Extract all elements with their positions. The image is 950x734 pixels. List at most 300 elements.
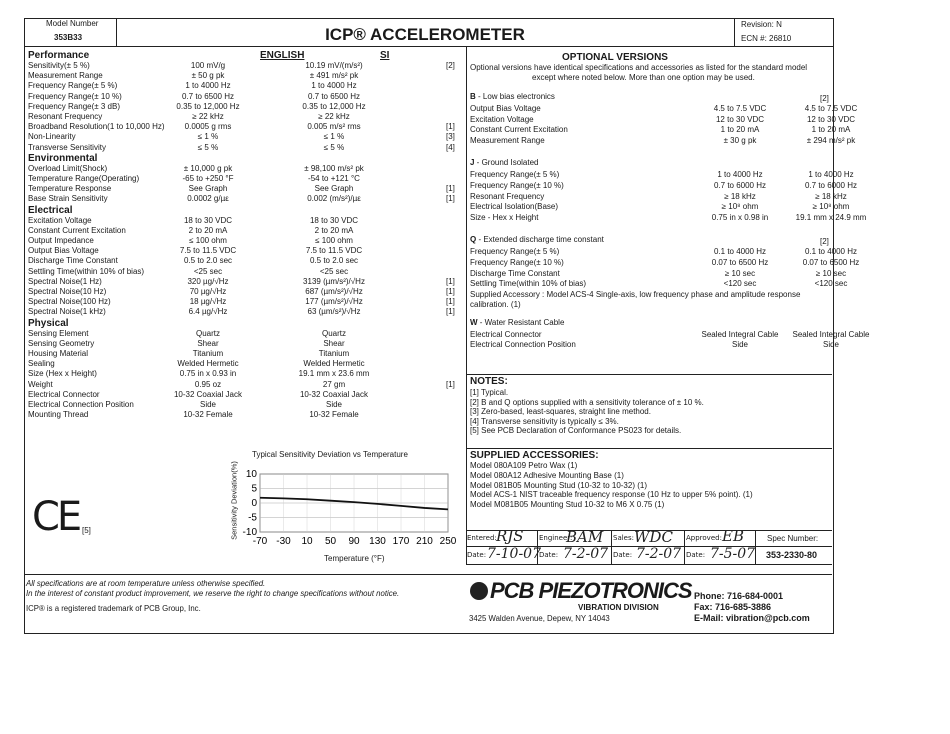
spec-si-value: 7.5 to 11.5 VDC [305,246,363,256]
ce-note: [5] [82,526,91,535]
x-tick-label: 90 [348,536,360,547]
section-title: Physical [28,317,69,329]
spec-row [28,349,464,360]
spec-english-value: 320 µg/√Hz [187,276,229,286]
option-english-value: 0.7 to 6000 Hz [713,181,767,190]
spec-row [28,81,464,92]
engineer-date-label: Date: [539,551,559,559]
option-english-value: ≥ 18 kHz [724,191,756,201]
section-title: Performance [28,50,90,61]
spec-english-value: -65 to +250 °F [182,174,234,183]
spec-si-value: 0.005 m/s² rms [307,122,361,132]
spec-row [28,102,464,113]
spec-label: Sealing [28,359,55,369]
spec-english-value: See Graph [188,184,228,194]
spec-label: Size (Hex x Height) [28,369,97,379]
spec-label: Overload Limit(Shock) [28,163,108,173]
accessory-item: Model M081B05 Mounting Stud 10-32 to M6 X 0.75 (1) [470,500,665,510]
x-tick-label: 170 [392,536,410,547]
option-label: Electrical Isolation(Base) [470,202,559,212]
spec-english-value: 10-32 Coaxial Jack [173,389,243,399]
option-heading [470,235,604,245]
spec-row [28,236,464,247]
entered-date: 7-10-07 [487,546,541,562]
option-label: Size - Hex x Height [470,212,539,222]
spec-label: Spectral Noise(10 Hz) [28,287,107,296]
spec-label: Weight [28,379,53,389]
spec-footnote: [1] [446,122,455,132]
spec-label: Sensitivity(± 5 %) [28,61,90,70]
signoff-col-5 [755,530,756,564]
spec-row [28,174,464,185]
accessory-item: Model 081B05 Mounting Stud (10-32 to 10-32) (1) [470,480,647,490]
spec-english-value: ≤ 5 % [197,142,219,152]
address: 3425 Walden Avenue, Depew, NY 14043 [469,614,610,623]
spec-footnote: [1] [446,307,455,317]
email: E-Mail: vibration@pcb.com [694,613,810,623]
option-row [470,191,847,203]
spec-si-value: 10.19 mV/(m/s²) [305,61,363,70]
footer-line-3: ICP® is a registered trademark of PCB Group, Inc. [26,604,201,613]
option-si-value: ± 294 m/s² pk [806,135,856,145]
spec-row [28,92,464,103]
spec-english-value: ≤ 1 % [197,132,219,142]
optional-groups [470,92,870,372]
spec-footnote: [1] [446,297,455,307]
spec-row [28,112,464,123]
option-q-accessory-2: calibration. (1) [470,299,521,309]
option-row [470,247,858,258]
spec-english-value: ± 50 g pk [191,71,225,81]
spec-english-value: 18 to 30 VDC [183,215,233,225]
option-label: Frequency Range(± 10 %) [470,181,564,190]
spec-row [28,132,464,143]
spec-label: Sensing Element [28,328,89,338]
option-si-value: 1 to 4000 Hz [808,170,854,180]
spec-english-value: 2 to 20 mA [188,225,228,235]
spec-row [28,71,464,82]
spec-english-value: Titanium [192,349,224,358]
spec-label: Temperature Range(Operating) [28,174,140,183]
option-si-value: 12 to 30 VDC [806,114,856,124]
option-english-value: 0.75 in x 0.98 in [711,212,769,222]
spec-si-value: -54 to +121 °C [308,174,360,183]
option-description: - Extended discharge time constant [476,235,604,245]
spec-english-value: 6.4 µg/√Hz [188,307,228,317]
section-title: Environmental [28,152,98,164]
engineer-date: 7-2-07 [563,546,609,562]
accessories-title: SUPPLIED ACCESSORIES: [470,450,599,461]
spec-si-value: 177 (µm/s²)/√Hz [305,297,363,307]
y-tick-label: 0 [251,498,257,509]
spec-label: Broadband Resolution(1 to 10,000 Hz) [28,122,165,132]
spec-label: Mounting Thread [28,410,89,420]
spec-english-value: 1 to 4000 Hz [185,81,231,91]
option-english-value: 4.5 to 7.5 VDC [713,104,767,113]
option-label: Constant Current Excitation [470,125,568,135]
spec-row [28,277,464,288]
section-title: Electrical [28,204,73,216]
spec-si-value: Quartz [321,328,346,338]
spec-label: Excitation Voltage [28,215,92,225]
option-code: J [470,158,475,168]
spec-english-value: ≥ 22 kHz [192,112,224,121]
x-tick-label: -70 [252,536,268,547]
english-column-header: ENGLISH [260,50,305,61]
notes [470,376,830,446]
option-row [470,170,854,181]
option-row [470,202,850,213]
engineer-initials: BAM [566,528,604,546]
spec-si-value: 0.35 to 12,000 Hz [302,101,366,111]
option-english-value: Side [731,340,748,350]
y-tick-label: 10 [245,469,257,480]
y-tick-label: -5 [248,512,257,524]
option-label: Discharge Time Constant [470,268,560,278]
option-row [470,329,870,341]
spec-english-value: Welded Hermetic [177,359,239,369]
option-description: - Ground Isolated [474,158,539,168]
pcb-logo-icon [470,582,488,600]
option-footnote: [2] [820,237,829,247]
spec-english-value: 100 mV/g [190,61,226,70]
spec-footnote: [3] [446,132,455,142]
fax: Fax: 716-685-3886 [694,602,772,612]
spec-si-value: 19.1 mm x 23.6 mm [298,369,370,379]
sales-date-label: Date: [613,551,633,559]
spec-row [28,307,464,318]
option-code: Q [470,235,477,245]
spec-row [28,339,464,350]
footer-line-2: In the interest of constant product improvement, we reserve the right to change specifications without notice. [26,589,400,598]
option-label: Excitation Voltage [470,114,534,124]
x-tick-label: 130 [369,536,386,547]
spec-english-value: 0.7 to 6500 Hz [181,91,235,101]
note-item: [1] Typical. [470,388,509,397]
entered-date-label: Date: [467,551,487,559]
ecn-number: ECN #: 26810 [741,34,792,43]
spec-label: Housing Material [28,349,89,358]
spec-si-value: <25 sec [319,266,349,276]
spec-si-value: 18 to 30 VDC [309,215,359,225]
option-english-value: 1 to 4000 Hz [717,170,763,180]
spec-si-value: 687 (µm/s²)/√Hz [305,287,363,296]
sales-initials: WDC [634,528,673,546]
optional-intro-1: Optional versions have identical specifications and accessories as listed for the standard model [470,63,808,72]
spec-footnote: [1] [446,184,455,194]
revision-cell [734,18,833,47]
spec-si-value: 1 to 4000 Hz [311,81,357,91]
option-si-value: 4.5 to 7.5 VDC [804,104,858,113]
option-label: Settling Time(within 10% of bias) [470,279,587,289]
option-label: Output Bias Voltage [470,104,541,113]
option-english-value: 1 to 20 mA [720,125,760,135]
x-tick-label: 250 [439,536,457,547]
note-item: [4] Transverse sensitivity is typically ≤ 3%. [470,416,619,426]
option-si-value: Sealed Integral Cable [792,329,870,339]
spec-label: Sensing Geometry [28,338,95,348]
spec-label: Frequency Range(± 3 dB) [28,101,120,111]
option-si-value: <120 sec [814,279,848,289]
spec-si-value: ≤ 5 % [323,142,345,152]
spec-row [28,216,464,227]
spec-label: Spectral Noise(1 Hz) [28,276,102,286]
spec-footnote: [1] [446,276,455,286]
x-tick-label: -30 [276,536,291,547]
option-description: - Low bias electronics [475,92,555,101]
spec-english-value: 10-32 Female [183,410,233,420]
spec-si-value: ≤ 100 ohm [315,236,353,245]
spec-label: Electrical Connection Position [28,400,134,409]
spec-english-value: Side [199,400,216,409]
y-tick-label: 5 [251,483,257,495]
optional-versions [470,52,870,370]
option-si-value: Side [822,340,839,350]
option-si-value: 0.1 to 4000 Hz [804,247,858,257]
spec-footnote: [1] [446,379,455,389]
spec-english-value: 0.75 in x 0.93 in [179,369,237,379]
spec-footnote: [1] [446,287,455,296]
spec-row [28,194,464,205]
spec-english-value: 0.0002 g/µε [187,194,229,204]
spec-si-value: Shear [323,338,345,348]
spec-footnote: [1] [446,194,455,204]
option-row [470,279,848,290]
spec-label: Output Bias Voltage [28,246,99,256]
spec-si-value: Side [325,400,342,409]
spec-si-value: 27 gm [322,379,346,389]
spec-si-value: Titanium [318,349,350,358]
note-item: [3] Zero-based, least-squares, straight line method. [470,407,651,417]
spec-label: Measurement Range [28,71,103,81]
spec-si-value: 10-32 Coaxial Jack [299,389,369,399]
spec-label: Resonant Frequency [28,112,103,121]
spec-si-value: 10-32 Female [309,410,359,420]
spec-row [28,410,464,421]
spec-si-value: 0.002 (m/s²)/µε [307,194,361,204]
spec-row [28,246,464,257]
spec-label: Non-Linearity [28,132,76,142]
spec-si-value: ≥ 22 kHz [318,112,350,121]
spec-si-value: 3139 (µm/s²)/√Hz [303,276,365,286]
spec-row [28,380,464,391]
temperature-graph [222,448,462,568]
option-footnote: [2] [820,94,829,103]
footer-top-line [24,574,832,575]
spec-label: Base Strain Sensitivity [28,194,108,204]
option-label: Measurement Range [470,135,545,145]
option-row [470,135,856,147]
option-label: Electrical Connection Position [470,340,576,350]
approved-label: Approved: [686,534,722,542]
option-row [470,104,858,115]
spec-table [28,50,464,444]
si-column-header: SI [380,50,390,61]
accessory-item: Model 080A109 Petro Wax (1) [470,461,578,470]
option-si-value: ≥ 18 kHz [815,191,847,201]
option-si-value: 19.1 mm x 24.9 mm [795,212,867,222]
note-item: [2] B and Q options supplied with a sensitivity tolerance of ± 10 %. [470,397,704,407]
spec-label: Settling Time(within 10% of bias) [28,266,145,276]
spec-english-value: 7.5 to 11.5 VDC [179,246,237,256]
spec-footnote: [4] [446,142,455,152]
spec-label: Temperature Response [28,184,112,194]
column-divider [466,46,467,448]
option-si-value: ≥ 10 sec [815,268,847,278]
option-description: - Water Resistant Cable [477,317,565,327]
optional-title: OPTIONAL VERSIONS [562,52,668,63]
header-divider [24,46,832,47]
note-item: [5] See PCB Declaration of Conformance PS023 for details. [470,426,682,436]
spec-row [28,226,464,237]
graph-ylabel: Sensitivity Deviation(%) [229,461,239,540]
model-number: 353B33 [54,33,83,42]
option-row [470,114,856,126]
option-english-value: 0.07 to 6500 Hz [711,258,769,267]
spec-row [28,61,464,72]
option-english-value: ≥ 10⁸ ohm [721,202,759,212]
spec-english-value: Shear [197,338,219,348]
y-tick-label: -10 [242,527,257,538]
option-q-accessory-1: Supplied Accessory : Model ACS-4 Single-axis, low frequency phase and amplitude response [470,289,801,299]
spec-english-value: 0.0005 g rms [184,122,232,132]
spec-footnote: [2] [446,61,455,70]
engineer-label: Engineer: [539,534,573,542]
spec-label: Output Impedance [28,236,94,245]
spec-label: Frequency Range(± 10 %) [28,91,122,101]
option-row [470,340,839,351]
spec-english-value: ≤ 100 ohm [189,236,227,245]
x-tick-label: 10 [301,536,313,547]
spec-row [28,359,464,370]
option-english-value: Sealed Integral Cable [701,329,779,339]
option-code: B [470,92,476,101]
option-heading [470,318,564,328]
spec-row [28,297,464,308]
approved-date: 7-5-07 [710,546,756,562]
spec-si-value: ± 491 m/s² pk [309,71,359,81]
spec-row [28,369,464,380]
spec-row [28,390,464,401]
spec-si-value: 0.7 to 6500 Hz [307,91,361,101]
spec-english-value: Quartz [195,328,220,338]
spec-label: Frequency Range(± 5 %) [28,81,118,91]
spec-row [28,267,464,278]
accessories-left-line [466,448,467,530]
signoff-bottom-line [466,564,832,565]
option-label: Resonant Frequency [470,191,545,201]
phone: Phone: 716-684-0001 [694,591,784,601]
spec-english-value: <25 sec [193,266,223,276]
entered-initials: RJS [496,527,524,545]
spec-row [28,164,464,175]
model-number-cell [24,18,117,47]
notes-top-line [466,374,832,375]
supplied-accessories [470,450,830,520]
graph-title: Typical Sensitivity Deviation vs Temperature [252,450,408,459]
page-title: ICP® ACCELEROMETER [325,25,525,44]
option-row [470,181,858,192]
option-row [470,212,867,224]
approved-date-label: Date: [686,551,706,559]
spec-label: Electrical Connector [28,389,100,399]
spec-english-value: 0.95 oz [194,379,222,389]
spec-si-value: 2 to 20 mA [314,225,354,235]
vibration-division: VIBRATION DIVISION [578,603,659,612]
ce-mark: CE [32,494,80,540]
option-heading [470,92,555,102]
signoff-col-3 [611,530,612,564]
option-si-value: ≥ 10⁸ ohm [812,202,850,212]
spec-row [28,122,464,133]
model-number-label: Model Number [46,19,99,28]
option-english-value: ± 30 g pk [723,135,757,145]
spec-row [28,329,464,340]
footer-line-1: All specifications are at room temperature unless otherwise specified. [26,579,266,588]
option-si-value: 1 to 20 mA [811,125,851,135]
sales-date: 7-2-07 [636,546,682,562]
option-heading [470,158,539,168]
entered-label: Entered: [467,534,497,542]
option-label: Frequency Range(± 10 %) [470,258,564,267]
option-label: Frequency Range(± 5 %) [470,247,560,257]
option-label: Frequency Range(± 5 %) [470,170,560,180]
option-english-value: 0.1 to 4000 Hz [713,247,767,257]
spec-row [28,287,464,298]
spec-english-value: 18 µg/√Hz [189,297,227,307]
optional-intro-2: except where noted below. More than one option may be used. [532,73,755,82]
option-si-value: 0.07 to 6500 Hz [802,258,860,267]
graph-xlabel: Temperature (°F) [324,554,385,563]
graph-plot [222,460,462,560]
spec-english-value: 0.5 to 2.0 sec [183,256,233,266]
spec-label: Transverse Sensitivity [28,142,106,152]
accessories-top-line [466,448,832,449]
option-row [470,268,847,280]
signoff-col-4 [684,530,685,564]
spec-number-label: Spec Number: [767,534,819,543]
x-tick-label: 50 [324,536,337,547]
spec-row [28,143,464,154]
option-si-value: 0.7 to 6000 Hz [804,181,858,190]
spec-si-value: ± 98,100 m/s² pk [304,163,364,173]
spec-row [28,184,464,195]
x-tick-label: 210 [416,536,433,547]
option-english-value: <120 sec [723,279,757,289]
pcb-logo: PCB PIEZOTRONICS [490,578,692,603]
option-row [470,125,851,136]
spec-number: 353-2330-80 [766,550,818,560]
spec-si-value: 0.5 to 2.0 sec [309,256,359,266]
spec-english-value: ± 10,000 g pk [183,163,233,173]
spec-label: Constant Current Excitation [28,225,126,235]
spec-si-value: ≤ 1 % [323,132,345,142]
accessory-item: Model 080A12 Adhesive Mounting Base (1) [470,470,624,480]
spec-si-value: 63 (µm/s²)/√Hz [307,307,361,317]
option-english-value: 12 to 30 VDC [715,114,765,124]
notes-title: NOTES: [470,376,508,387]
spec-label: Spectral Noise(100 Hz) [28,297,111,307]
approved-initials: EB [722,527,744,545]
spec-english-value: 70 µg/√Hz [189,287,227,296]
option-row [470,258,860,269]
spec-si-value: See Graph [314,184,354,194]
revision: Revision: N [741,20,782,29]
option-code: W [470,317,478,327]
option-english-value: ≥ 10 sec [724,268,756,278]
spec-si-value: Welded Hermetic [303,359,365,369]
option-label: Electrical Connector [470,329,542,339]
